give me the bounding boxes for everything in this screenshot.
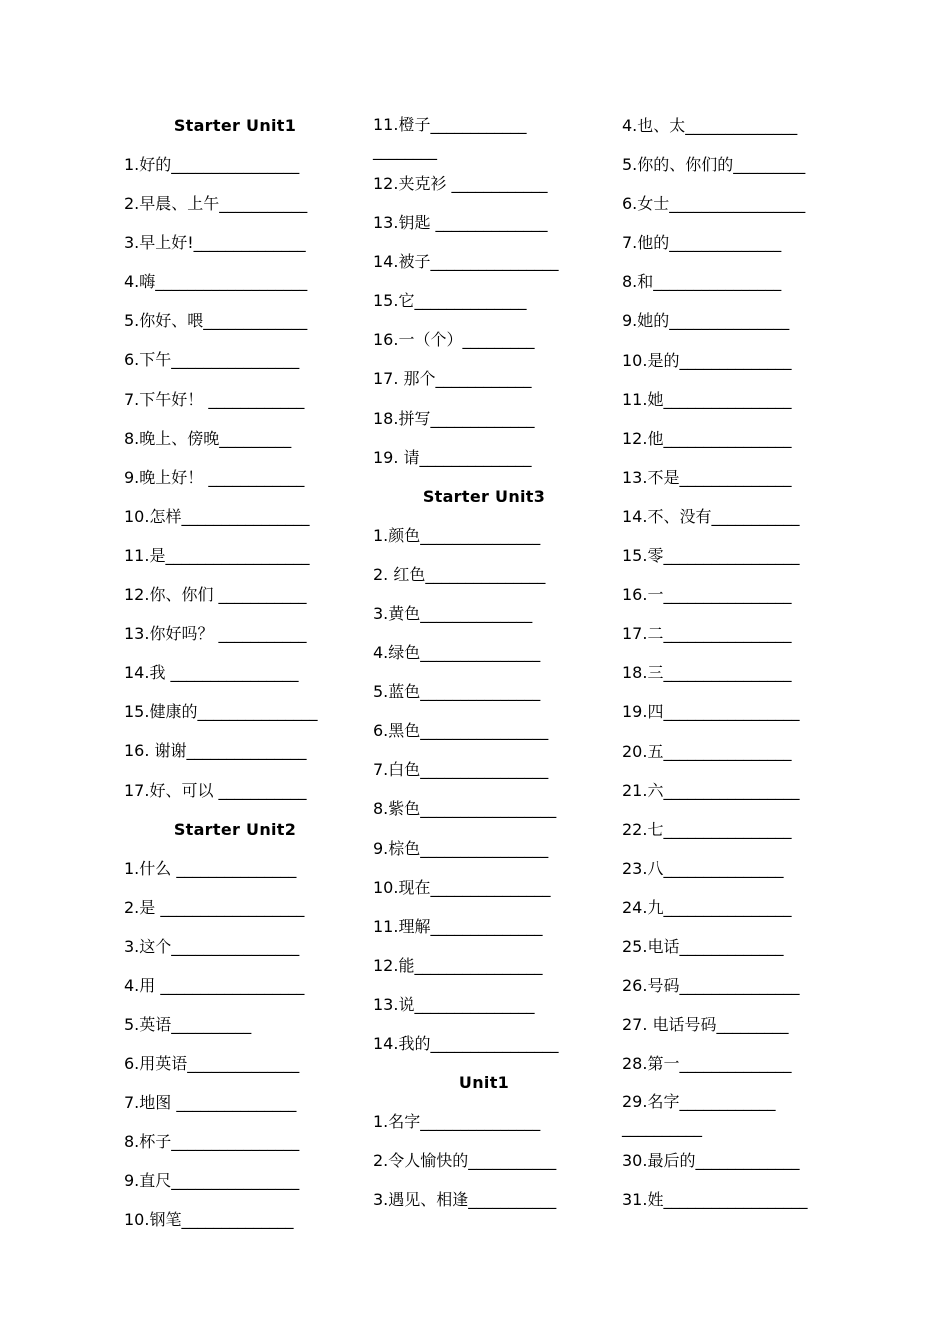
vocab-item: 12.夹克衫 ____________ — [373, 174, 548, 193]
vocab-item: 9.她的_______________ — [622, 311, 790, 331]
vocab-item: 15.健康的_______________ — [124, 702, 318, 722]
vocab-item: 10.是的______________ — [622, 350, 792, 370]
vocab-item: 29.名字____________ __________ — [622, 1092, 776, 1138]
vocab-item: 13.不是______________ — [622, 467, 792, 487]
vocab-item: 2.是 __________________ — [124, 897, 305, 917]
section-heading: Unit1 — [458, 1073, 510, 1093]
vocab-item: 8.杯子________________ — [124, 1132, 300, 1152]
vocab-item: 30.最后的_____________ — [622, 1151, 800, 1171]
vocab-item: 1.好的________________ — [124, 155, 300, 174]
vocab-item: 9.晚上好！ ____________ — [124, 467, 305, 487]
vocab-item: 14.我 ________________ — [124, 663, 299, 683]
vocab-item: 7.他的______________ — [622, 233, 782, 253]
vocab-item: 4.嗨___________________ — [124, 272, 308, 292]
vocab-item: 7.地图 _______________ — [124, 1093, 297, 1113]
column-3 — [622, 112, 844, 1226]
vocab-item: 4.也、太______________ — [622, 116, 798, 135]
vocab-item: 6.下午________________ — [124, 350, 300, 370]
vocab-item: 1.什么 _______________ — [124, 858, 297, 878]
vocab-item: 2.令人愉快的___________ — [373, 1151, 557, 1171]
vocab-item: 10.怎样________________ — [124, 506, 310, 526]
vocab-item: 18.三________________ — [622, 663, 792, 683]
vocab-item: 3.黄色______________ — [373, 603, 533, 623]
vocab-item: 12.你、你们 ___________ — [124, 585, 307, 605]
vocab-item: 17. 那个____________ — [373, 369, 532, 389]
vocab-item: 8.晚上、傍晚_________ — [124, 428, 292, 448]
vocab-item: 10.现在_______________ — [373, 877, 551, 897]
vocab-item: 27. 电话号码_________ — [622, 1015, 789, 1035]
vocab-item: 12.能________________ — [373, 955, 543, 975]
vocab-item: 14.不、没有___________ — [622, 506, 800, 526]
vocab-item: 6.黑色________________ — [373, 721, 549, 741]
vocab-item: 13.说_______________ — [373, 994, 535, 1014]
vocab-item: 9.直尺________________ — [124, 1171, 300, 1191]
vocab-item: 8.紫色_________________ — [373, 799, 557, 819]
vocab-item: 10.钢笔______________ — [124, 1210, 294, 1230]
vocab-item: 20.五________________ — [622, 741, 792, 761]
vocab-item: 7.白色________________ — [373, 760, 549, 780]
vocab-item: 15.它______________ — [373, 291, 527, 311]
vocab-item: 6.用英语______________ — [124, 1054, 300, 1074]
section-heading: Starter Unit1 — [173, 116, 297, 135]
vocab-item: 13.钥匙 ______________ — [373, 213, 548, 233]
vocab-item: 9.棕色________________ — [373, 838, 549, 858]
vocab-item: 6.女士_________________ — [622, 194, 806, 214]
vocab-item: 14.我的________________ — [373, 1033, 559, 1053]
vocab-item: 12.他________________ — [622, 428, 792, 448]
section-heading: Starter Unit3 — [422, 486, 546, 506]
vocab-item: 25.电话_____________ — [622, 936, 784, 956]
vocab-item: 18.拼写_____________ — [373, 408, 535, 428]
vocab-item: 1.颜色_______________ — [373, 525, 541, 545]
vocab-item: 11.橙子____________ ________ — [373, 115, 527, 160]
vocab-item: 19. 请______________ — [373, 447, 532, 467]
vocab-item: 21.六_________________ — [622, 780, 800, 800]
vocab-item: 3.早上好!______________ — [124, 233, 306, 253]
vocab-item: 4.用 __________________ — [124, 975, 305, 995]
column-2 — [373, 112, 595, 1225]
vocab-item: 3.这个________________ — [124, 936, 300, 956]
vocab-item: 17.好、可以 ___________ — [124, 780, 307, 800]
vocab-item: 16. 谢谢_______________ — [124, 741, 307, 761]
vocab-item: 15.零_________________ — [622, 546, 800, 566]
vocab-item: 31.姓__________________ — [622, 1190, 808, 1210]
vocab-item: 11.她________________ — [622, 389, 792, 409]
vocab-item: 2. 红色_______________ — [373, 564, 546, 584]
section-heading: Starter Unit2 — [173, 819, 297, 839]
vocab-item: 28.第一______________ — [622, 1054, 792, 1074]
vocab-item: 3.遇见、相逢___________ — [373, 1190, 557, 1210]
vocab-item: 8.和________________ — [622, 272, 782, 292]
vocab-item: 17.二________________ — [622, 624, 792, 644]
vocab-item: 1.名字_______________ — [373, 1112, 541, 1132]
vocab-item: 5.你好、喂_____________ — [124, 311, 308, 331]
vocab-item: 23.八_______________ — [622, 858, 784, 878]
vocab-item: 19.四_________________ — [622, 702, 800, 722]
column-1 — [124, 112, 346, 1246]
vocab-item: 11.理解______________ — [373, 916, 543, 936]
vocab-item: 5.英语__________ — [124, 1014, 252, 1034]
vocab-item: 24.九________________ — [622, 897, 792, 917]
vocab-item: 16.一（个）_________ — [373, 330, 535, 350]
vocab-item: 5.你的、你们的_________ — [622, 155, 806, 175]
vocab-item: 26.号码_______________ — [622, 976, 800, 996]
vocab-item: 5.蓝色_______________ — [373, 682, 541, 702]
vocab-item: 14.被子________________ — [373, 252, 559, 272]
vocab-item: 7.下午好！ ____________ — [124, 389, 305, 409]
vocab-item: 11.是__________________ — [124, 545, 310, 565]
vocab-item: 4.绿色_______________ — [373, 643, 541, 663]
vocab-item: 13.你好吗？ ___________ — [124, 624, 307, 644]
vocab-item: 22.七________________ — [622, 819, 792, 839]
vocab-item: 16.一________________ — [622, 585, 792, 605]
vocab-item: 2.早晨、上午___________ — [124, 194, 308, 214]
